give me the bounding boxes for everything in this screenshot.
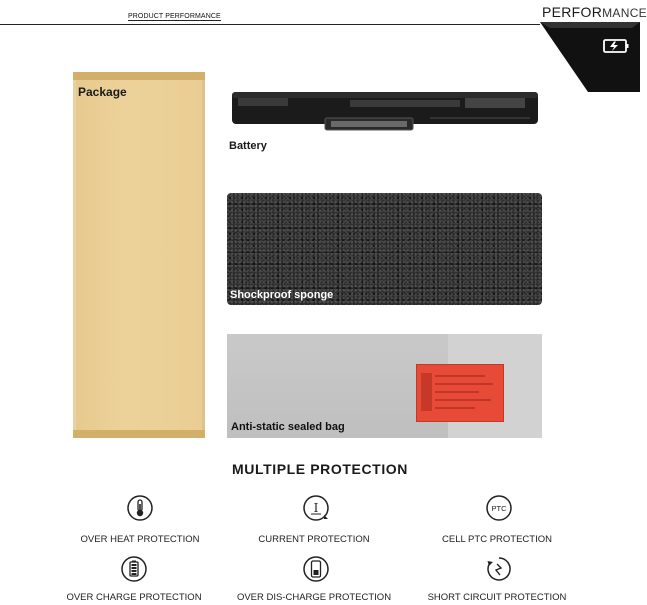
thermometer-icon	[126, 494, 154, 522]
protection-label: CURRENT PROTECTION	[258, 534, 370, 545]
battery-label: Battery	[229, 140, 267, 152]
performance-title: PERFORMANCE	[542, 4, 647, 20]
package-label: Package	[78, 85, 127, 99]
protection-label: OVER CHARGE PROTECTION	[66, 592, 202, 603]
protection-label: SHORT CIRCUIT PROTECTION	[427, 592, 567, 603]
svg-text:PTC: PTC	[491, 504, 507, 513]
section-label: PRODUCT PERFORMANCE	[128, 13, 221, 20]
phone-battery-icon	[302, 555, 330, 583]
ptc-icon	[485, 494, 513, 522]
bag-sticker	[416, 364, 504, 422]
performance-badge	[540, 22, 640, 92]
bag-label: Anti-static sealed bag	[231, 421, 345, 433]
protection-label: OVER DIS-CHARGE PROTECTION	[236, 592, 392, 603]
svg-text:I: I	[313, 501, 319, 515]
protection-label: OVER HEAT PROTECTION	[80, 534, 200, 545]
protection-title: MULTIPLE PROTECTION	[231, 461, 409, 477]
package-box-image	[73, 72, 205, 438]
header-divider	[0, 24, 540, 25]
protection-label: CELL PTC PROTECTION	[442, 534, 552, 545]
current-icon	[302, 494, 330, 522]
sponge-label: Shockproof sponge	[230, 289, 334, 301]
battery-image	[230, 90, 540, 134]
short-circuit-icon	[485, 555, 513, 583]
battery-icon	[120, 555, 148, 583]
